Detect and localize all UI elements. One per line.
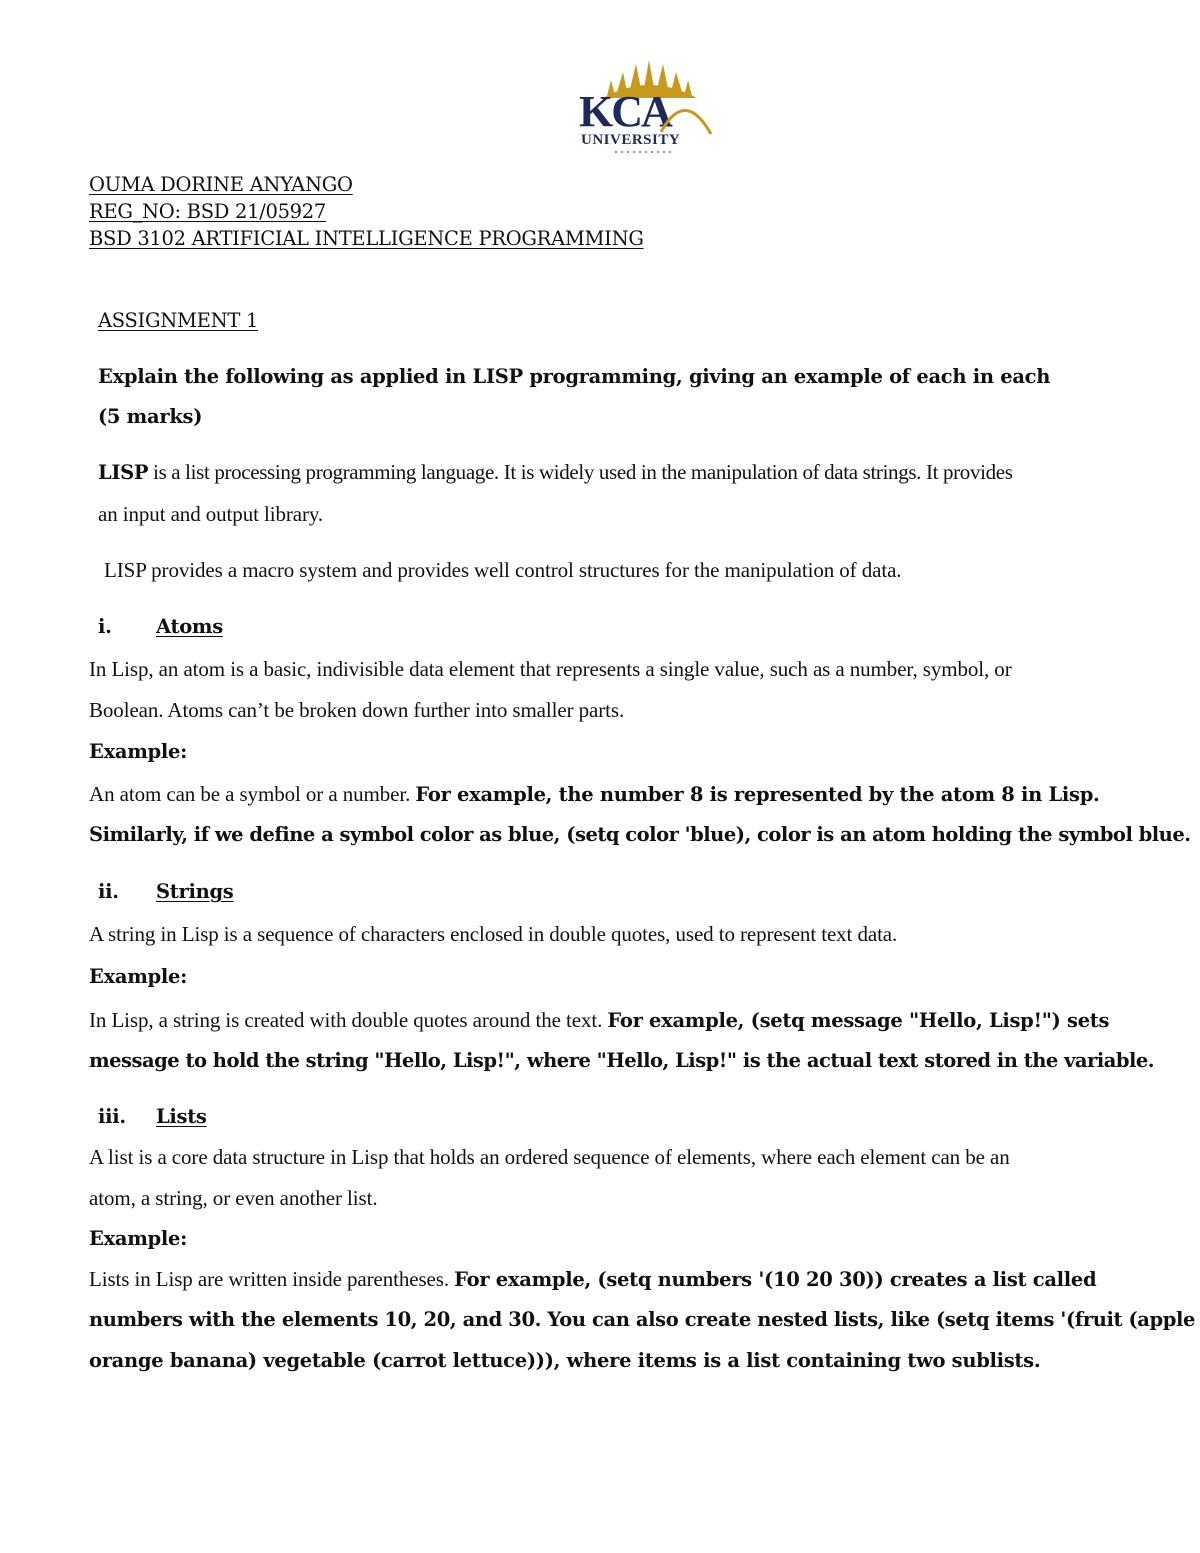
lists-example-line-2: numbers with the elements 10, 20, and 30. You can also create nested lists, like (setq items '(fruit (apple bbox=[89, 1308, 1196, 1331]
atoms-example-line-2: Similarly, if we define a symbol color as blue, (setq color 'blue), color is an atom holding the symbol blue. bbox=[89, 823, 1191, 846]
atoms-example-plain: An atom can be a symbol or a number. bbox=[89, 782, 416, 806]
intro-paragraph-line-2: an input and output library. bbox=[98, 502, 324, 526]
registration-number: REG_NO: BSD 21/05927 bbox=[89, 200, 326, 223]
lists-example-bold: For example, (setq numbers '(10 20 30)) creates a list called bbox=[454, 1268, 1097, 1291]
lists-description-line-2: atom, a string, or even another list. bbox=[89, 1186, 378, 1210]
section-numeral: i. bbox=[98, 615, 112, 638]
strings-example-line-1 bbox=[89, 1008, 1109, 1033]
intro-paragraph-line-1 bbox=[98, 460, 1013, 485]
section-numeral: iii. bbox=[98, 1105, 126, 1128]
lists-description-line-1: A list is a core data structure in Lisp that holds an ordered sequence of elements, where each element can be an bbox=[89, 1145, 1010, 1169]
student-name: OUMA DORINE ANYANGO bbox=[89, 173, 353, 196]
strings-description-line-1: A string in Lisp is a sequence of characters enclosed in double quotes, used to represent text data. bbox=[89, 922, 898, 946]
kca-logo-icon bbox=[575, 58, 715, 158]
kca-university-logo bbox=[575, 58, 715, 158]
strings-example-bold: For example, (setq message "Hello, Lisp!") sets bbox=[607, 1009, 1110, 1032]
question-line-2: (5 marks) bbox=[98, 405, 203, 428]
atoms-description-line-2: Boolean. Atoms can’t be broken down further into smaller parts. bbox=[89, 698, 625, 722]
lists-example-line-3: orange banana) vegetable (carrot lettuce))), where items is a list containing two sublists. bbox=[89, 1349, 1041, 1372]
section-numeral: ii. bbox=[98, 880, 119, 903]
section-title: Strings bbox=[156, 880, 234, 903]
section-heading-atoms bbox=[98, 615, 223, 639]
atoms-example-bold: For example, the number 8 is represented by the atom 8 in Lisp. bbox=[415, 783, 1100, 806]
atoms-example-label: Example: bbox=[89, 740, 188, 763]
atoms-description-line-1: In Lisp, an atom is a basic, indivisible data element that represents a single value, such as a number, symbol, or bbox=[89, 657, 1012, 681]
lists-example-plain: Lists in Lisp are written inside parentheses. bbox=[89, 1267, 455, 1291]
lisp-term: LISP bbox=[98, 461, 149, 484]
strings-example-plain: In Lisp, a string is created with double quotes around the text. bbox=[89, 1008, 608, 1032]
section-title: Lists bbox=[156, 1105, 207, 1128]
intro-paragraph-2: LISP provides a macro system and provides well control structures for the manipulation of data. bbox=[104, 558, 902, 582]
question-line-1: Explain the following as applied in LISP programming, giving an example of each in each bbox=[98, 365, 1051, 388]
intro-line-1-text: is a list processing programming language. It is widely used in the manipulation of data strings. It provides bbox=[148, 460, 1013, 484]
section-heading-strings bbox=[98, 880, 233, 904]
strings-example-label: Example: bbox=[89, 965, 188, 988]
lists-example-label: Example: bbox=[89, 1227, 188, 1250]
section-heading-lists bbox=[98, 1105, 207, 1129]
strings-example-line-2: message to hold the string "Hello, Lisp!", where "Hello, Lisp!" is the actual text stored in the variable. bbox=[89, 1049, 1155, 1072]
section-title: Atoms bbox=[156, 615, 223, 638]
lists-example-line-1 bbox=[89, 1267, 1096, 1292]
atoms-example-line-1 bbox=[89, 782, 1100, 807]
course-title: BSD 3102 ARTIFICIAL INTELLIGENCE PROGRAMMING bbox=[89, 227, 644, 250]
assignment-title: ASSIGNMENT 1 bbox=[98, 309, 259, 332]
logo-letters: KCA bbox=[579, 87, 671, 136]
logo-university-name: UNIVERSITY bbox=[581, 132, 681, 148]
